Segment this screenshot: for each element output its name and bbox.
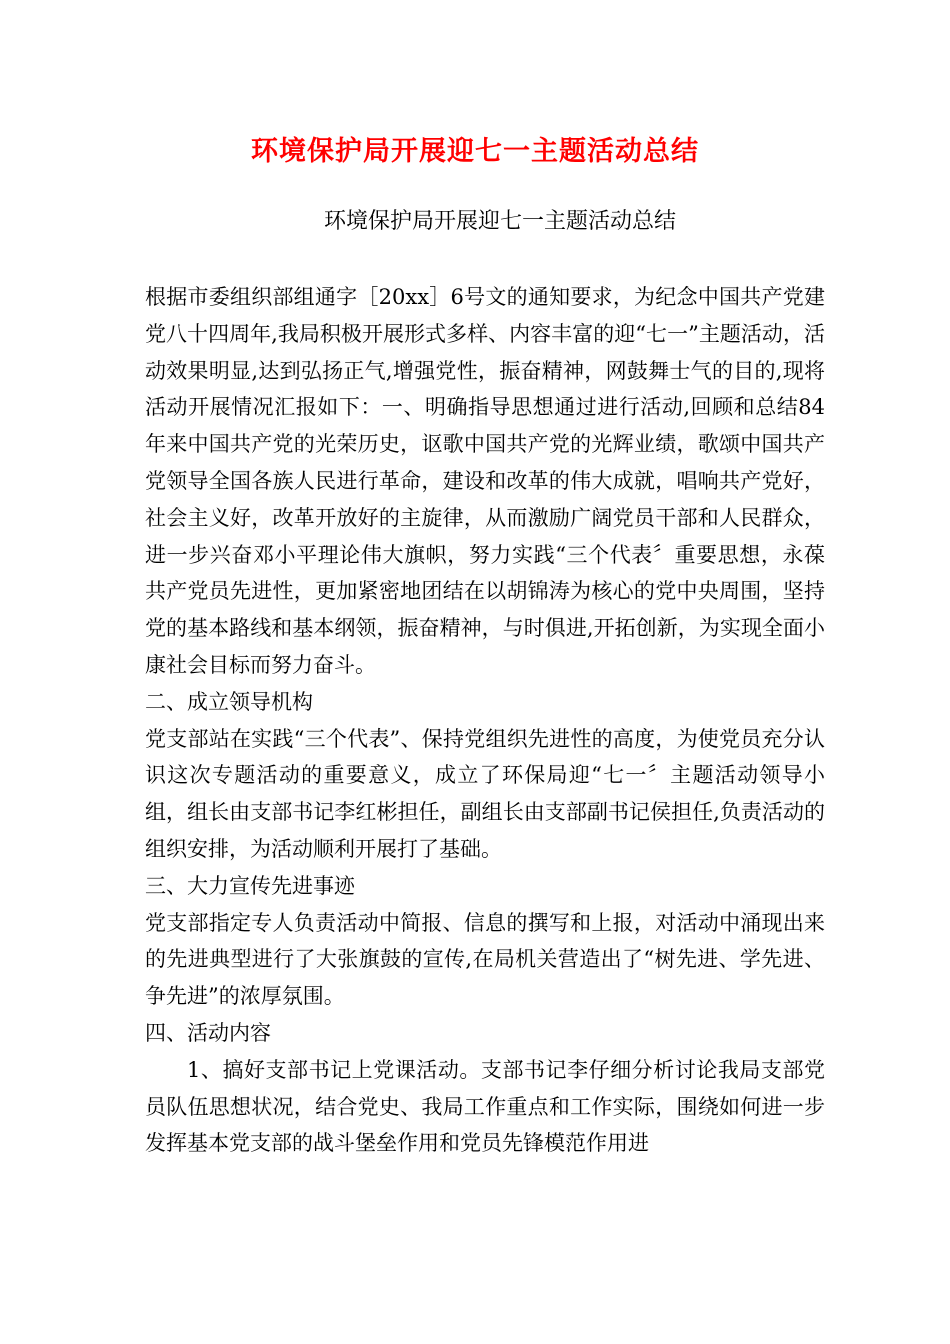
document-title: 环境保护局开展迎七一主题活动总结 — [251, 136, 699, 167]
paragraph-intro: 根据市委组织部组通字［20xx］6号文的通知要求，为纪念中国共产党建党八十四周年,我局积极开展形式多样、内容丰富的迎“七一”主题活动，活动效果明显,达到弘扬正气,增强党性，振奋精神，网鼓舞士气的目的,现将活动开展情况汇报如下：一、明确指导思想通过进行活动,回顾和总结84年来中国共产党的光荣历史，讴歌中国共产党的光辉业绩，歌颂中国共产党领导全国各族人民进行革命，建设和改革的伟大成就，唱响共产党好，社会主义好，改革开放好的主旋律，从而激励广阔党员干部和人民群众，进一步兴奋邓小平理论伟大旗帜，努力实践“三个代表〞重要思想，永葆共产党员先进性，更加紧密地团结在以胡锦涛为核心的党中央周围，坚持党的基本路线和基本纲领，振奋精神，与时俱进,开拓创新，为实现全面小康社会目标而努力奋斗。 — [145, 285, 825, 677]
section-heading-3: 三、大力宣传先进事迹 — [145, 873, 355, 898]
paragraph-activity-1: 1、搞好支部书记上党课活动。支部书记李仔细分析讨论我局支部党员队伍思想状况，结合党史、我局工作重点和工作实际，围绕如何进一步发挥基本党支部的战斗堡垒作用和党员先锋模范作用进 — [145, 1057, 825, 1156]
section-heading-4: 四、活动内容 — [145, 1020, 271, 1045]
paragraph-publicity: 党支部指定专人负责活动中简报、信息的撰写和上报，对活动中涌现出来的先进典型进行了大张旗鼓的宣传,在局机关营造出了“树先进、学先进、争先进”的浓厚氛围。 — [145, 910, 825, 1009]
document-body — [145, 279, 825, 1162]
section-heading-2: 二、成立领导机构 — [145, 689, 313, 714]
document-subtitle: 环境保护局开展迎七一主题活动总结 — [323, 209, 676, 234]
paragraph-leadership: 党支部站在实践“三个代表”、保持党组织先进性的高度，为使党员充分认识这次专题活动的重要意义，成立了环保局迎“七一〞主题活动领导小组，组长由支部书记李红彬担任，副组长由支部副书记侯担任,负责活动的组织安排，为活动顺利开展打了基础。 — [145, 726, 825, 861]
